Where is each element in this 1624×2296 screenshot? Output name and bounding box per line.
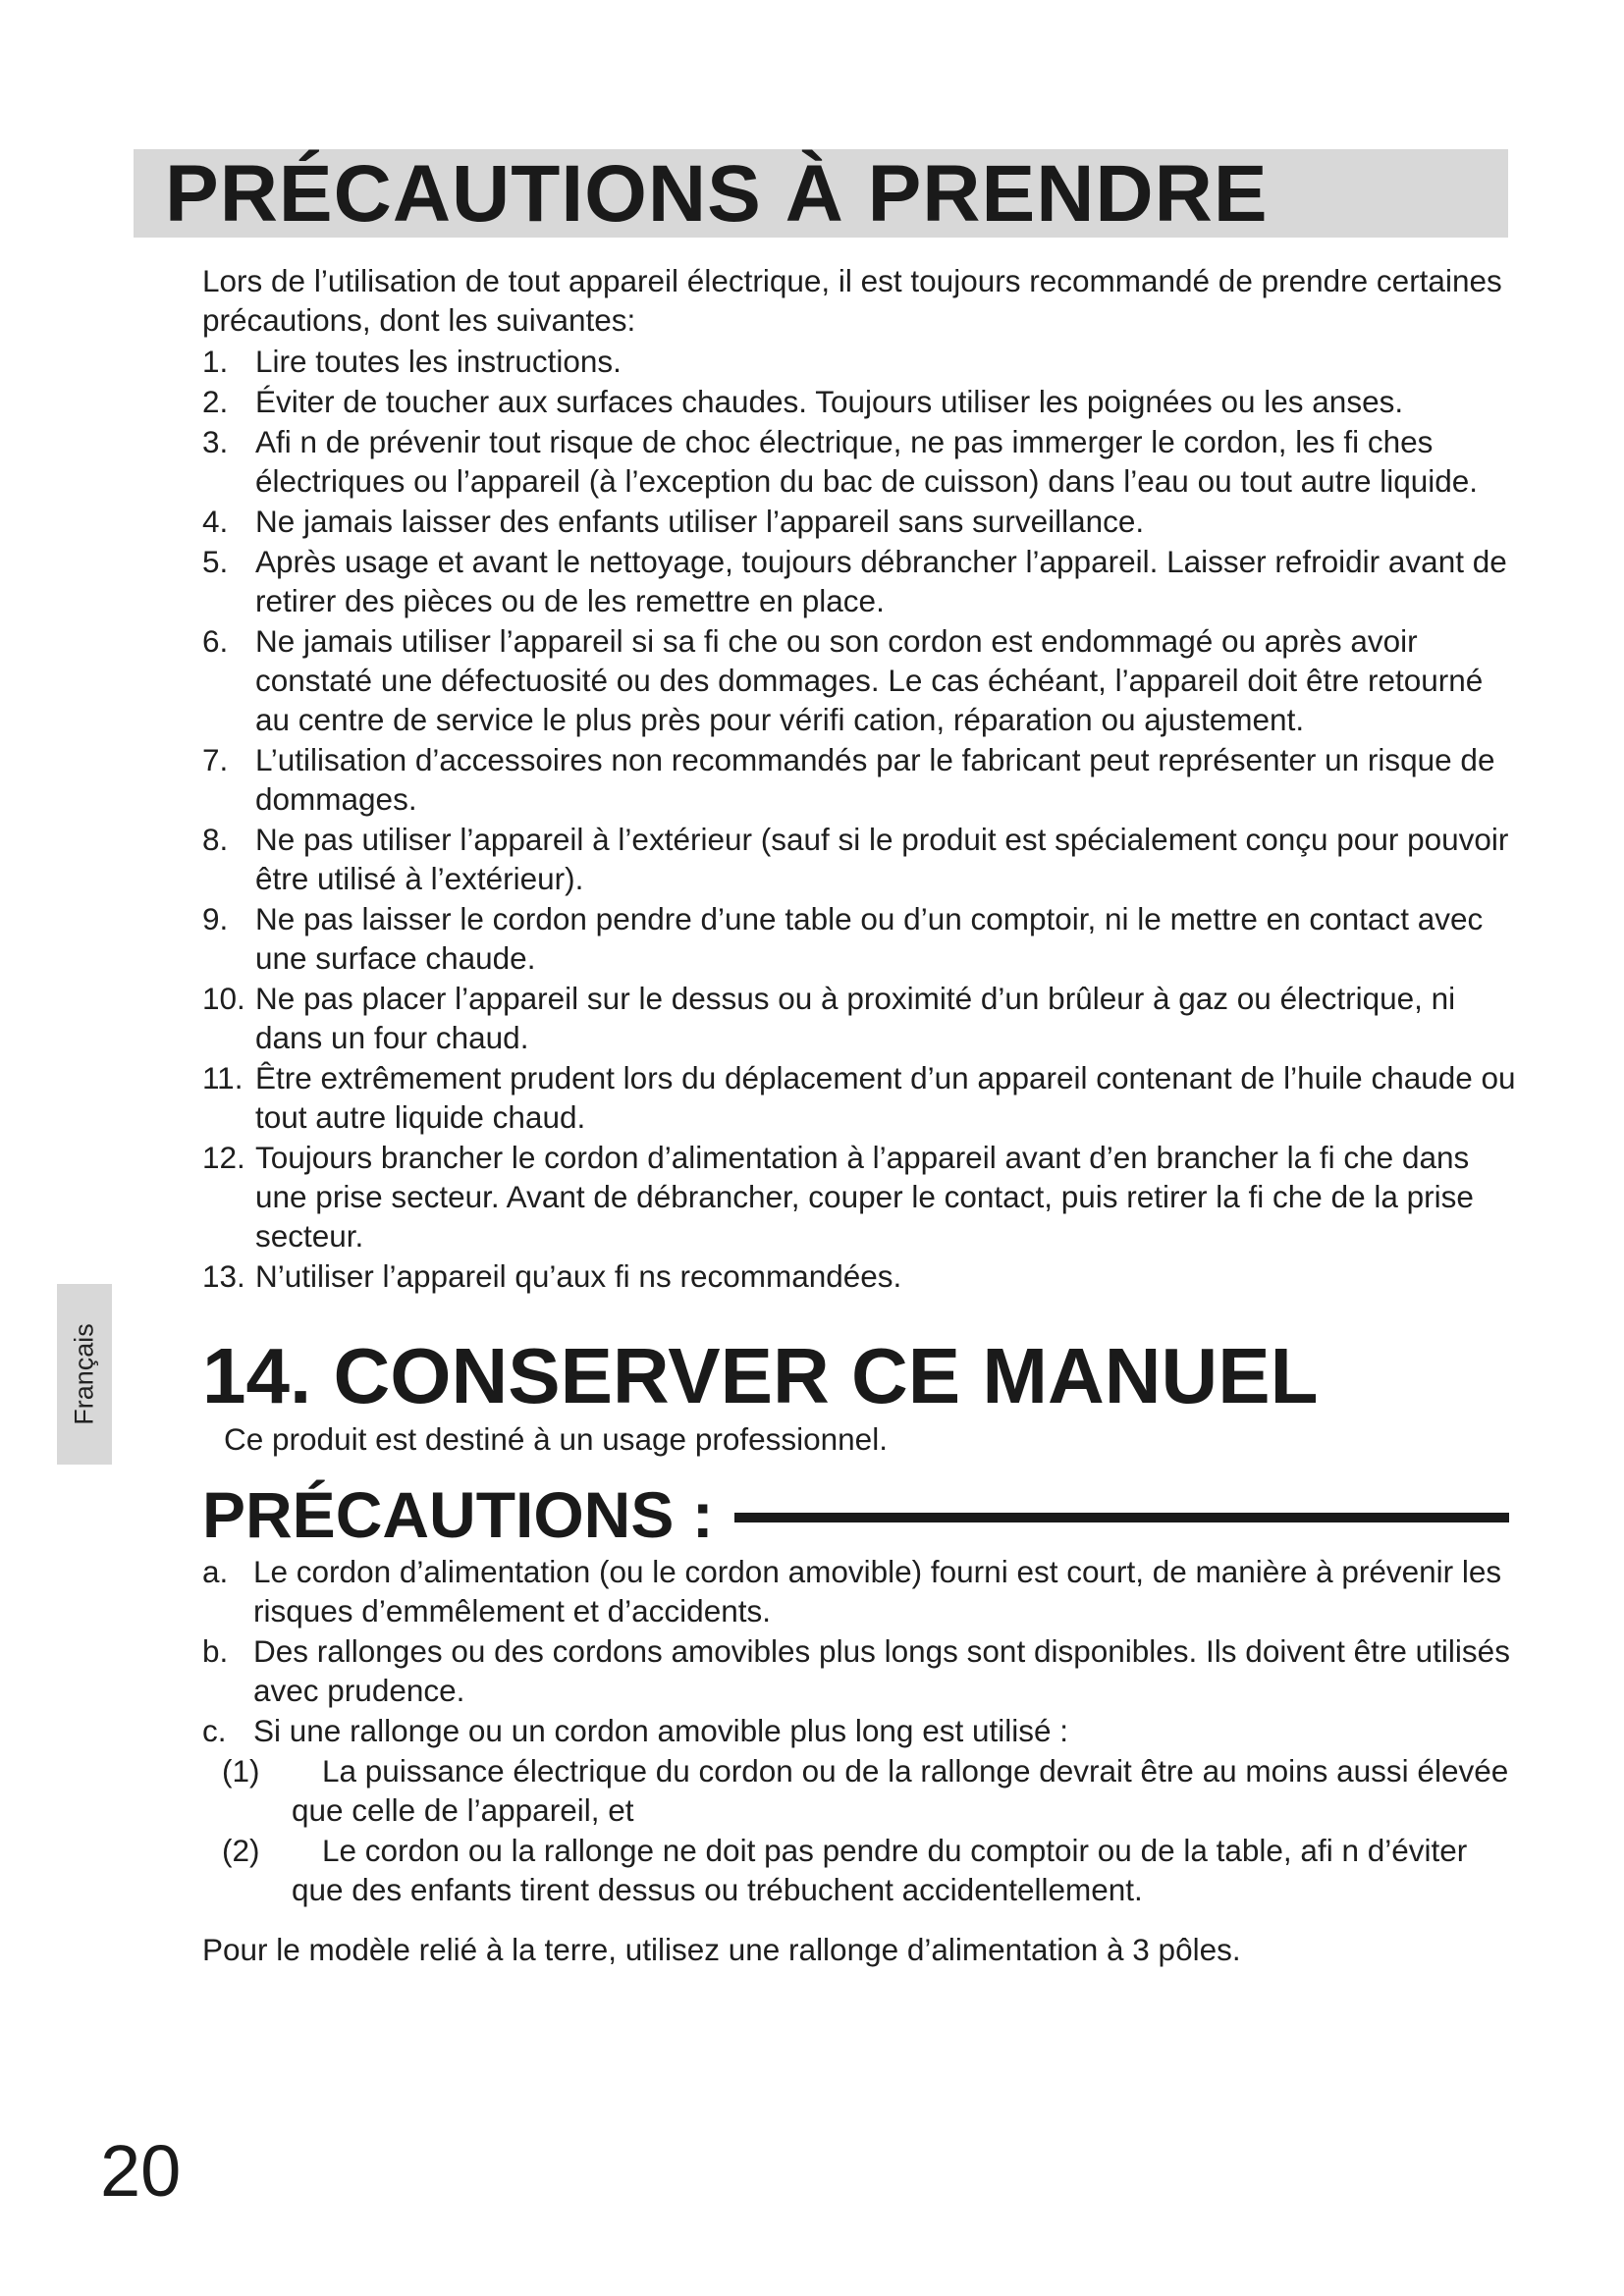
item-text: Le cordon d’alimentation (ou le cordon amovible) fourni est court, de manière à prévenir les risques d’emmêlement et d’accidents.: [253, 1554, 1502, 1629]
ground-note: Pour le modèle relié à la terre, utilisez une rallonge d’alimentation à 3 pôles.: [202, 1932, 1241, 1967]
item-text: Afi n de prévenir tout risque de choc électrique, ne pas immerger le cordon, les fi ches électriques ou l’appareil (à l’exception du bac de cuisson) dans l’eau ou tout autre liquide.: [255, 424, 1479, 499]
item-text: Être extrêmement prudent lors du déplacement d’un appareil contenant de l’huile chaude ou tout autre liquide chaud.: [255, 1060, 1516, 1135]
item-number: 9.: [202, 901, 229, 936]
item-text: Ne pas laisser le cordon pendre d’une table ou d’un comptoir, ni le mettre en contact avec une surface chaude.: [255, 901, 1484, 976]
list-item: [202, 1256, 1518, 1296]
list-item: [202, 422, 1518, 501]
item-text: Toujours brancher le cordon d’alimentation à l’appareil avant d’en brancher la fi che dans une prise secteur. Avant de débrancher, couper le contact, puis retirer la fi che de la prise secteur.: [255, 1140, 1474, 1254]
sub-item-text: Le cordon ou la rallonge ne doit pas pendre du comptoir ou de la table, afi n d’éviter que des enfants tirent dessus ou trébuchent accidentellement.: [292, 1833, 1468, 1907]
item-number: 10.: [202, 981, 245, 1016]
item-number: 5.: [202, 544, 229, 579]
item-text: L’utilisation d’accessoires non recommandés par le fabricant peut représenter un risque de dommages.: [255, 742, 1495, 817]
item-number: 2.: [202, 384, 229, 419]
professional-use-note: Ce produit est destiné à un usage professionnel.: [224, 1421, 888, 1457]
list-item: [202, 502, 1518, 541]
sub-list-item: [222, 1751, 1518, 1830]
precautions-heading: PRÉCAUTIONS :: [202, 1478, 714, 1551]
item-letter: c.: [202, 1713, 227, 1748]
sub-item-number: (2): [222, 1833, 260, 1868]
item-number: 6.: [202, 623, 229, 659]
list-item: [202, 382, 1518, 421]
sub-item-number: (1): [222, 1753, 260, 1789]
list-item: [202, 899, 1518, 978]
item-number: 3.: [202, 424, 229, 459]
list-item: [202, 820, 1518, 898]
intro-text: Lors de l’utilisation de tout appareil électrique, il est toujours recommandé de prendre certaines précautions, dont les suivantes:: [202, 263, 1502, 338]
item-number: 11.: [202, 1060, 244, 1095]
heading-rule: [734, 1513, 1509, 1522]
sub-list-item: [222, 1831, 1518, 1909]
item-number: 13.: [202, 1258, 245, 1294]
language-tab-label: Français: [69, 1323, 99, 1425]
list-item: [202, 979, 1518, 1057]
item-number: 1.: [202, 344, 229, 379]
page-number: 20: [100, 2130, 182, 2212]
item-text: Ne pas utiliser l’appareil à l’extérieur (sauf si le produit est spécialement conçu pour pouvoir être utilisé à l’extérieur).: [255, 822, 1509, 896]
item-text: Après usage et avant le nettoyage, toujours débrancher l’appareil. Laisser refroidir avant de retirer des pièces ou de les remettre en place.: [255, 544, 1507, 618]
item-text: Ne jamais laisser des enfants utiliser l’appareil sans surveillance.: [255, 504, 1145, 539]
list-item: [202, 1711, 1518, 1909]
sub-item-text: La puissance électrique du cordon ou de la rallonge devrait être au moins aussi élevée que celle de l’appareil, et: [292, 1753, 1509, 1828]
item-number: 4.: [202, 504, 229, 539]
list-item: [202, 1631, 1518, 1710]
list-item: [202, 740, 1518, 819]
list-item: [202, 621, 1518, 739]
list-item: [202, 1552, 1518, 1630]
item-letter: a.: [202, 1554, 229, 1589]
list-item: [202, 1058, 1518, 1137]
item-number: 12.: [202, 1140, 245, 1175]
item-letter: b.: [202, 1633, 229, 1669]
sub-precautions-list: [222, 1751, 1518, 1909]
item-number: 8.: [202, 822, 229, 857]
item-text: Des rallonges ou des cordons amovibles plus longs sont disponibles. Ils doivent être utilisés avec prudence.: [253, 1633, 1510, 1708]
item-text: Ne pas placer l’appareil sur le dessus ou à proximité d’un brûleur à gaz ou électrique, ni dans un four chaud.: [255, 981, 1456, 1055]
page-title: PRÉCAUTIONS À PRENDRE: [165, 149, 1269, 239]
safety-list: [202, 342, 1518, 1297]
item-number: 7.: [202, 742, 229, 777]
item-text: Ne jamais utiliser l’appareil si sa fi che ou son cordon est endommagé ou après avoir constaté une défectuosité ou des dommages. Le cas échéant, l’appareil doit être retourné au centre de service le plus près pour vérifi cation, réparation ou ajustement.: [255, 623, 1484, 737]
item-text: Lire toutes les instructions.: [255, 344, 622, 379]
list-item: [202, 1138, 1518, 1255]
item-text: Si une rallonge ou un cordon amovible plus long est utilisé :: [253, 1713, 1069, 1748]
list-item: [202, 542, 1518, 620]
item-text: Éviter de toucher aux surfaces chaudes. Toujours utiliser les poignées ou les anses.: [255, 384, 1404, 419]
save-manual-heading: 14. CONSERVER CE MANUEL: [202, 1332, 1319, 1419]
precautions-list: [202, 1552, 1518, 1910]
list-item: [202, 342, 1518, 381]
item-text: N’utiliser l’appareil qu’aux fi ns recommandées.: [255, 1258, 902, 1294]
